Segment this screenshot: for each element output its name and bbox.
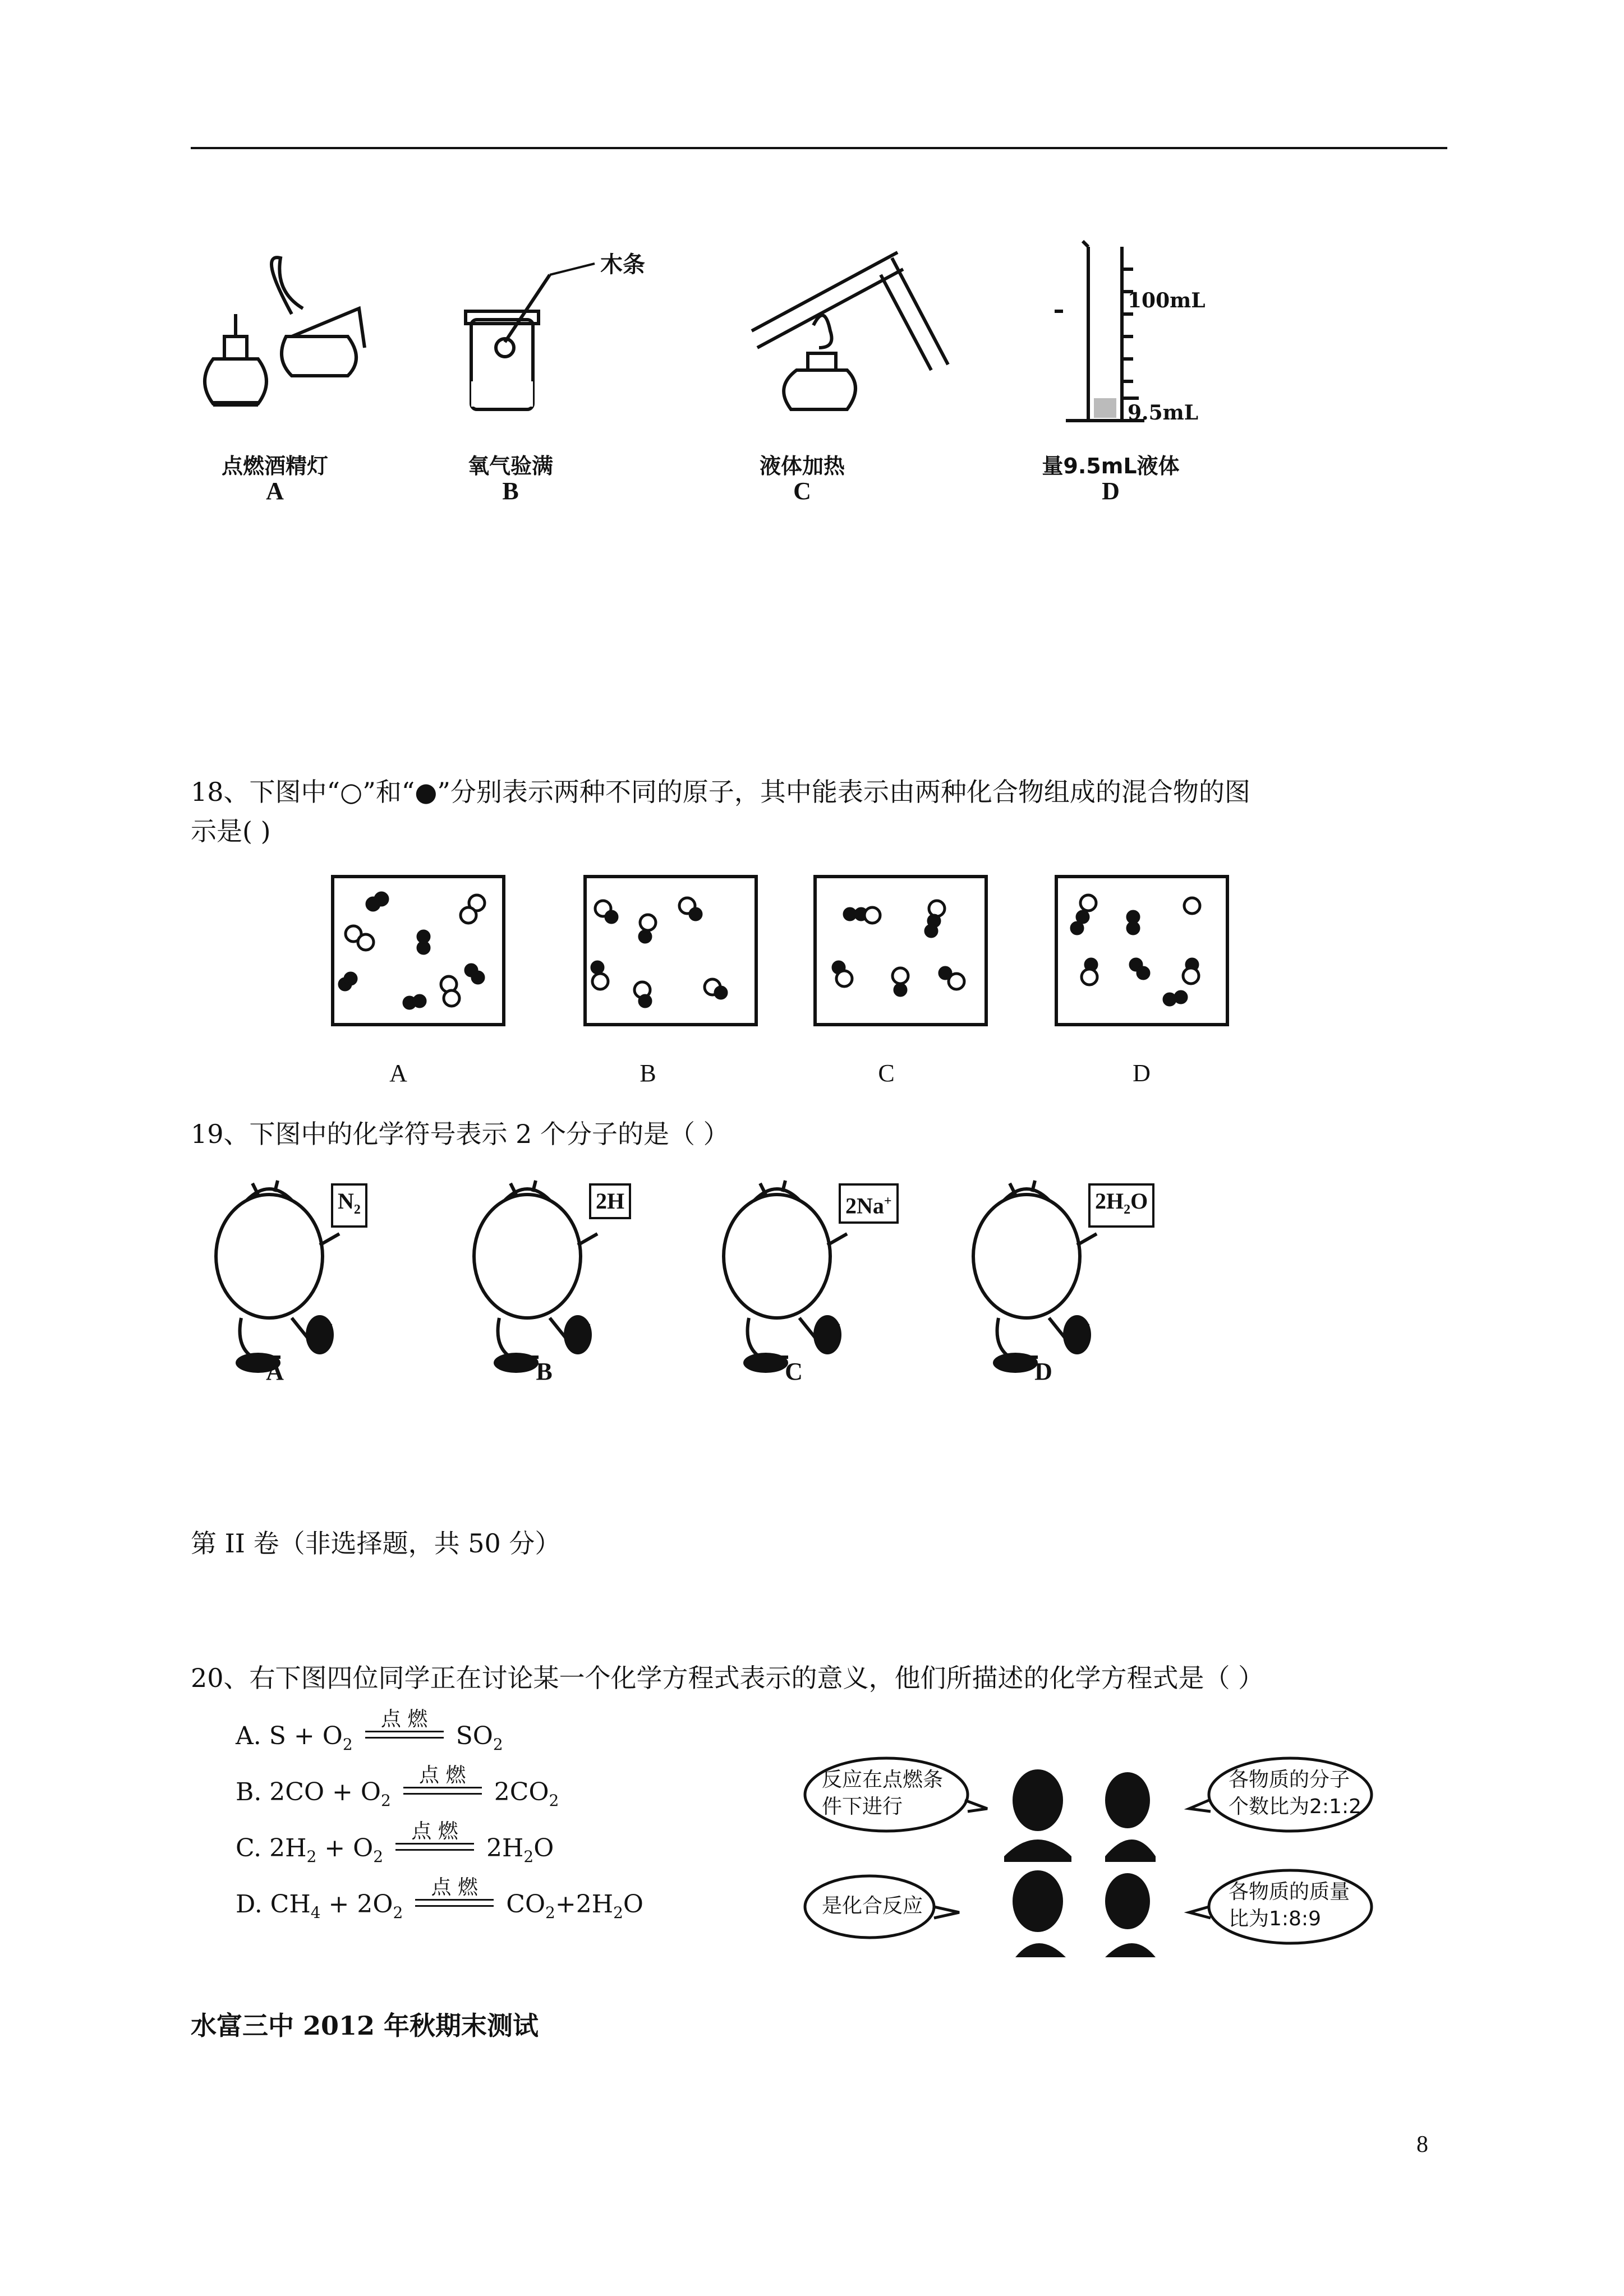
page-number: 8 (1416, 2132, 1428, 2157)
discussion-figure (802, 1744, 1374, 1957)
condition-d: 点 燃 (431, 1875, 478, 1899)
q19-letter-b: B (536, 1358, 553, 1385)
section-2-title: 第 II 卷（非选择题，共 50 分） (191, 1528, 561, 1559)
q19-text: 19、下图中的化学符号表示 2 个分子的是（ ） (191, 1119, 729, 1149)
condition-a: 点 燃 (380, 1707, 428, 1731)
q17-figure (191, 236, 1245, 516)
bubble-1: 反应在点燃条件下进行 (822, 1768, 944, 1818)
q18-text-line1: 18、下图中“○”和“●”分别表示两种不同的原子，其中能表示由两种化合物组成的混合物的图 (191, 777, 1250, 807)
bubble-4: 各物质的质量比为1:8:9 (1229, 1880, 1350, 1930)
condition-b: 点 燃 (419, 1763, 466, 1787)
sign-a: $N_2$ (331, 1183, 367, 1228)
q19-letter-d: D (1034, 1358, 1052, 1385)
q18-text-line2: 示是( ) (191, 816, 271, 846)
option-c: C. $2H_2 + O_2$ 点 燃 $2H_2O$ (236, 1819, 554, 1866)
caption-c: 液体加热 (759, 454, 845, 478)
caption-a: 点燃酒精灯 (221, 454, 328, 478)
header-rule (191, 147, 1447, 149)
molecule-diagrams (331, 875, 1240, 1038)
sign-c: 2Na+ (839, 1183, 899, 1224)
sign-d: $2H_2O$ (1088, 1183, 1154, 1228)
sign-b: 2H (589, 1183, 631, 1219)
letter-c: C (793, 477, 811, 505)
condition-c: 点 燃 (411, 1819, 458, 1843)
option-b: B. $2CO + O_2$ 点 燃 $2CO_2$ (236, 1763, 559, 1810)
q18-letter-b: B (640, 1059, 656, 1087)
letter-d: D (1102, 477, 1120, 505)
caption-d: 量9.5mL液体 (1042, 454, 1180, 478)
footer-title: 水富三中 2012 年秋期末测试 (191, 2011, 539, 2041)
letter-b: B (502, 477, 519, 505)
q18-letter-c: C (878, 1059, 895, 1087)
cylinder-top-label: 100mL (1128, 289, 1206, 312)
q18-molecule-boxes (331, 875, 1240, 1038)
bubble-3: 是化合反应 (822, 1894, 923, 1917)
stick-label: 木条 (600, 252, 645, 278)
option-a: A. $S + O_2$ 点 燃 $SO_2$ (236, 1707, 503, 1754)
q19-letter-c: C (785, 1358, 803, 1385)
option-d: D. $CH_4 + 2O_2$ 点 燃 $CO_2+2H_2O$ (236, 1875, 643, 1922)
q18-letter-d: D (1133, 1059, 1151, 1087)
cylinder-mark-label: 9.5mL (1128, 401, 1199, 425)
q20-text: 20、右下图四位同学正在讨论某一个化学方程式表示的意义，他们所描述的化学方程式是（ ） (191, 1663, 1264, 1693)
letter-a: A (266, 477, 284, 505)
bubble-2: 各物质的分子个数比为2:1:2 (1229, 1768, 1361, 1818)
caption-b: 氧气验满 (467, 454, 553, 478)
q18-letter-a: A (389, 1059, 407, 1087)
q19-letter-a: A (266, 1358, 284, 1385)
